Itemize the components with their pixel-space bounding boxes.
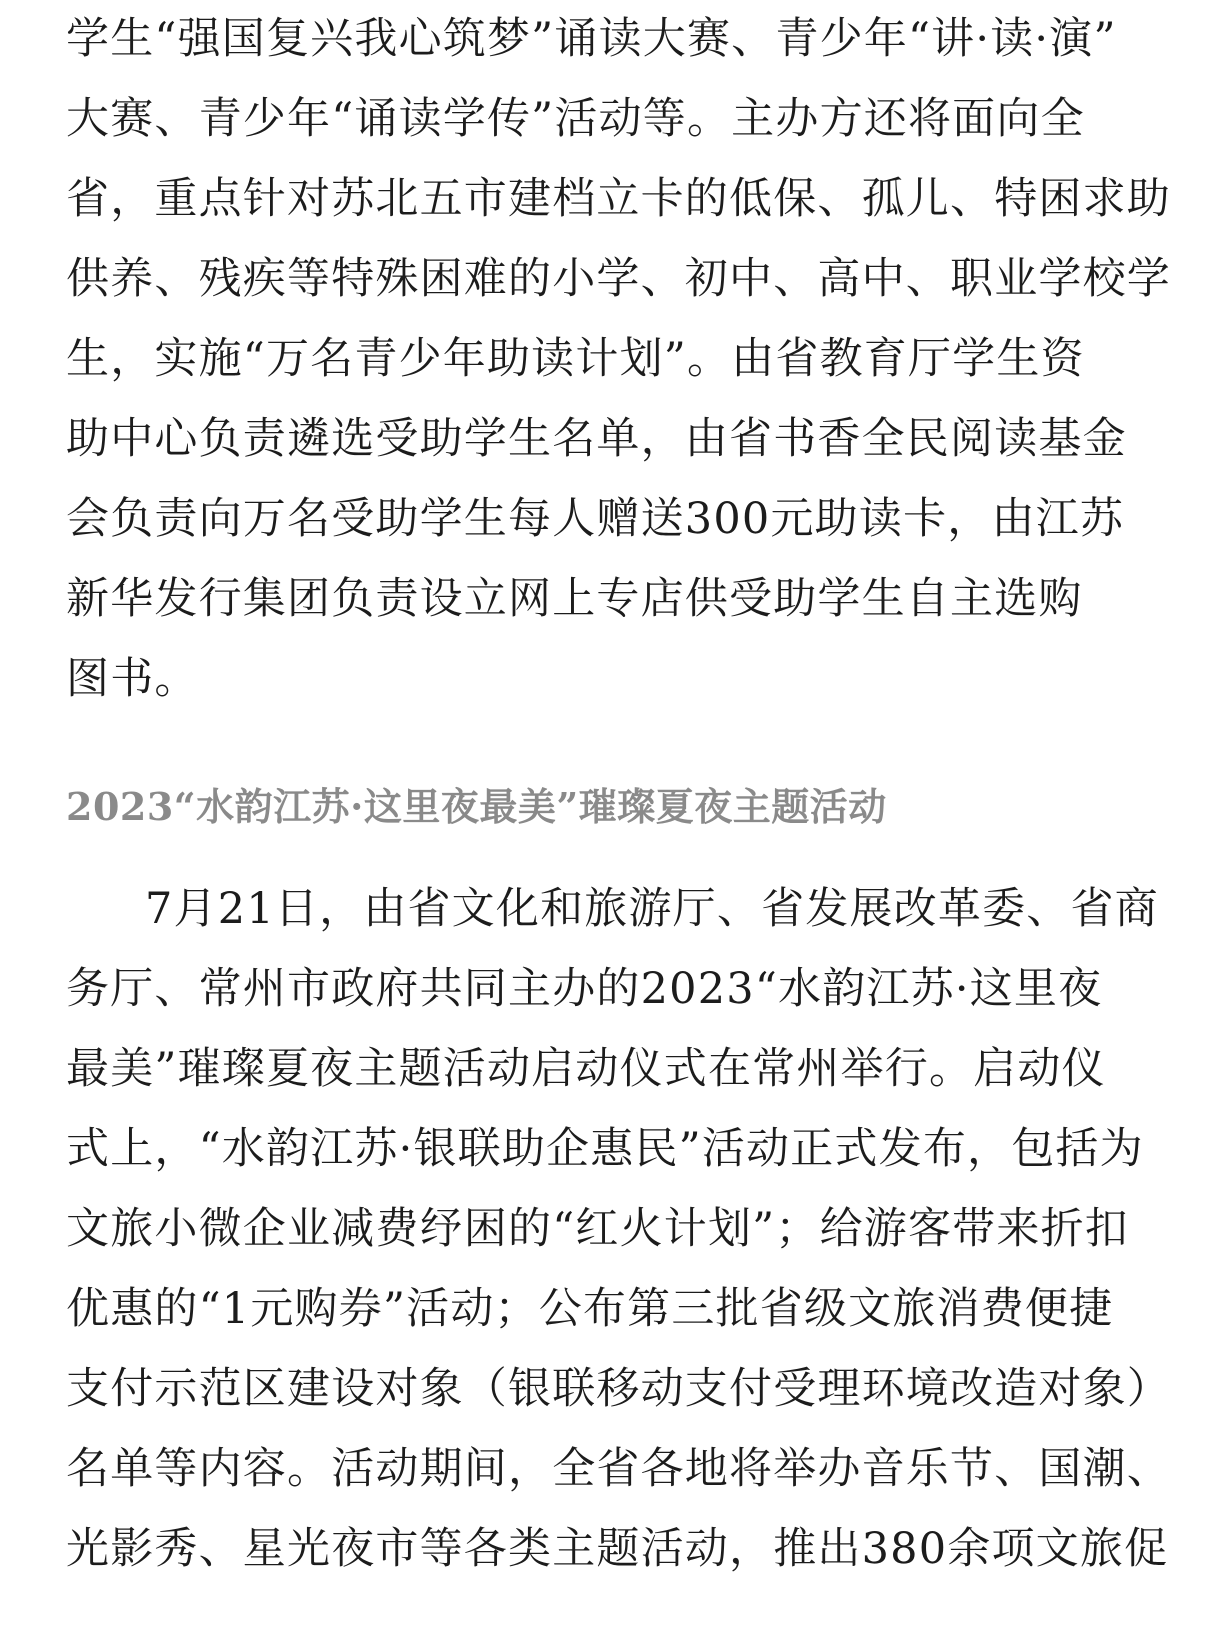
text-line: 助中心负责遴选受助学生名单，由省书香全民阅读基金 xyxy=(66,414,1127,464)
text-line: 名单等内容。活动期间，全省各地将举办音乐节、国潮、 xyxy=(66,1444,1171,1494)
text-line: 新华发行集团负责设立网上专店供受助学生自主选购 xyxy=(66,574,1083,624)
text-line: 供养、残疾等特殊困难的小学、初中、高中、职业学校学 xyxy=(66,254,1171,304)
section-heading: 2023“水韵江苏·这里夜最美”璀璨夏夜主题活动 xyxy=(66,784,887,829)
text-line: 省，重点针对苏北五市建档立卡的低保、孤儿、特困求助 xyxy=(66,174,1171,224)
text-line: 生，实施“万名青少年助读计划”。由省教育厅学生资 xyxy=(66,334,1085,384)
text-line: 学生“强国复兴我心筑梦”诵读大赛、青少年“讲·读·演” xyxy=(66,14,1117,64)
text-line: 图书。 xyxy=(66,654,199,704)
text-line: 7月21日，由省文化和旅游厅、省发展改革委、省商 xyxy=(145,884,1159,934)
text-line: 文旅小微企业减费纾困的“红火计划”；给游客带来折扣 xyxy=(66,1204,1129,1254)
text-line: 最美”璀璨夏夜主题活动启动仪式在常州举行。启动仪 xyxy=(66,1044,1106,1094)
text-line: 会负责向万名受助学生每人赠送300元助读卡，由江苏 xyxy=(66,494,1125,544)
text-line: 大赛、青少年“诵读学传”活动等。主办方还将面向全 xyxy=(66,94,1085,144)
text-line: 务厅、常州市政府共同主办的2023“水韵江苏·这里夜 xyxy=(66,964,1103,1014)
text-line: 式上，“水韵江苏·银联助企惠民”活动正式发布，包括为 xyxy=(66,1124,1144,1174)
text-line: 光影秀、星光夜市等各类主题活动，推出380余项文旅促 xyxy=(66,1524,1169,1574)
text-line: 优惠的“1元购券”活动；公布第三批省级文旅消费便捷 xyxy=(66,1284,1114,1334)
text-line: 支付示范区建设对象（银联移动支付受理环境改造对象） xyxy=(66,1364,1171,1414)
